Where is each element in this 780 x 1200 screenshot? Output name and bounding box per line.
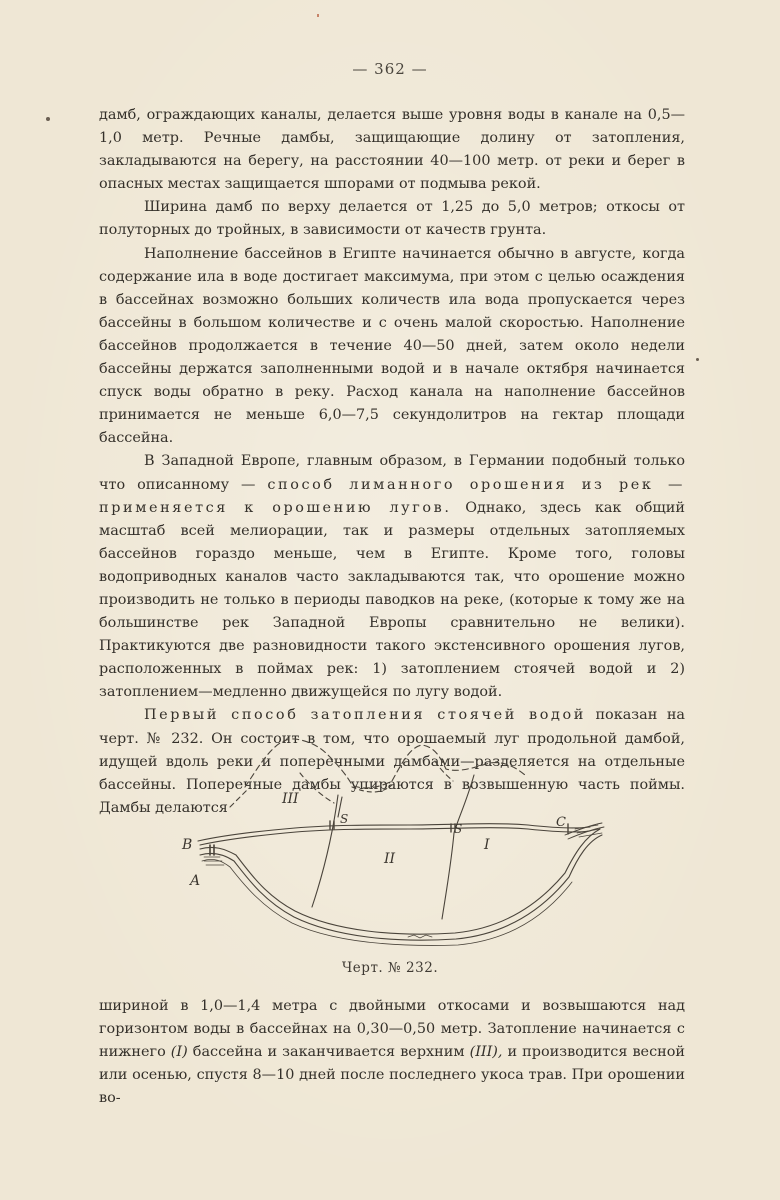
hatching bbox=[575, 825, 602, 837]
text-run: и производится весной или осенью, спустя 8—10 дней после последнего укоса трав. При орошении во- bbox=[99, 1044, 685, 1107]
basin-reference: (III), bbox=[469, 1044, 503, 1061]
floodplain-edge-line bbox=[435, 761, 453, 781]
label-basin-3: III bbox=[282, 791, 299, 807]
figure-caption: Черт. № 232. bbox=[341, 960, 439, 976]
floodplain-edge-line bbox=[245, 739, 525, 788]
text-run: бассейна и заканчивается верхним bbox=[187, 1044, 470, 1061]
emphasized-text: Первый способ затопления стоячей водой bbox=[144, 707, 586, 724]
label-basin-1: I bbox=[484, 837, 490, 853]
longitudinal-dike-line bbox=[198, 824, 590, 841]
body-text-top bbox=[99, 104, 685, 820]
river-bank-line bbox=[200, 829, 600, 934]
label-point-c: C bbox=[556, 815, 566, 830]
sluice-mark bbox=[330, 821, 334, 829]
text-run: Однако, здесь как общий масштаб всей мелиорации, так и размеры отдельных затопляемых бассейнов гораздо меньше, чем в Египте. Кроме того, головы водоприводных каналов часто закладываются так, что орошение можно производить не только в периоды паводков на реке, (которые к тому же на большинстве рек Западной Европы сравнительно не велики). Практикуются две разновидности такого экстенсивного орошения лугов, расположенных в поймах рек: 1) затоплением стоячей водой и 2) затоплением—медленно движущейся по лугу водой. bbox=[99, 499, 685, 701]
paragraph: Ширина дамб по верху делается от 1,25 до 5,0 метров; откосы от полуторных до тройных, в зависимости от качеств грунта. bbox=[99, 199, 685, 239]
cross-dike-line bbox=[442, 775, 474, 919]
text-run: показан на черт. № 232. Он состоит в том, что орошаемый луг продольной дамбой, идущей вдоль реки и поперечными дамбами—разделяется на отдельные бассейны. Поперечные дамбы упираются в возвышенную часть поймы. Дамбы делаются bbox=[99, 707, 685, 816]
margin-spot bbox=[696, 358, 699, 361]
print-mark bbox=[317, 14, 319, 17]
text-run: шириной в 1,0—1,4 метра с двойными откосами и возвышаются над горизонтом воды в бассейнах на 0,30—0,50 метр. Затопление начинается с нижнего bbox=[99, 998, 685, 1061]
floodplain-edge-line bbox=[352, 785, 392, 792]
hatching bbox=[204, 857, 224, 865]
paragraph: Наполнение бассейнов в Египте начинается обычно в августе, когда содержание ила в воде достигает максимума, при этом с целью осаждения в бассейнах возможно больших количеств ила вода пропускается через бассейны в большом количестве и с очень малой скоростью. Наполнение бассейнов продолжается в течение 40—50 дней, затем около недели бассейны держатся заполненными водой и в начале октября начинается спуск воды обратно в реку. Расход канала на наполнение бассейнов принимается не меньше 6,0—7,5 секундолитров на гектар площади бассейна. bbox=[99, 245, 685, 447]
cross-dike-line bbox=[312, 795, 338, 907]
flood-basin-diagram bbox=[170, 725, 620, 950]
label-point-a: A bbox=[190, 873, 201, 889]
margin-spot bbox=[46, 117, 50, 121]
label-point-b: B bbox=[182, 837, 193, 853]
label-sluice: S bbox=[340, 812, 349, 826]
emphasized-text: способ лиманного орошения из рек — применяется к орошению лугов. bbox=[99, 476, 686, 516]
floodplain-edge-line bbox=[300, 773, 334, 803]
paragraph bbox=[99, 995, 685, 1110]
paragraph bbox=[99, 450, 685, 704]
page-number: — 362 — bbox=[352, 60, 428, 78]
river-bank-line bbox=[200, 835, 602, 940]
paragraph: дамб, ограждающих каналы, делается выше уровня воды в канале на 0,5—1,0 метр. Речные дамбы, защищающие долину от затопления, закладываются на берегу, на расстоянии 40—100 метр. от реки и берег в опасных местах защищается шпорами от подмыва рекой. bbox=[99, 107, 685, 193]
label-sluice: S bbox=[454, 822, 463, 836]
floodplain-edge-line bbox=[230, 789, 248, 807]
body-text-bottom bbox=[99, 995, 685, 1110]
basin-reference: (I) bbox=[170, 1044, 188, 1061]
hatching bbox=[408, 935, 432, 938]
label-basin-2: II bbox=[384, 851, 396, 867]
figure-232 bbox=[170, 725, 620, 950]
longitudinal-dike-line bbox=[200, 828, 590, 845]
text-run: В Западной Европе, главным образом, в Германии подобный только что описанному — bbox=[99, 453, 685, 493]
